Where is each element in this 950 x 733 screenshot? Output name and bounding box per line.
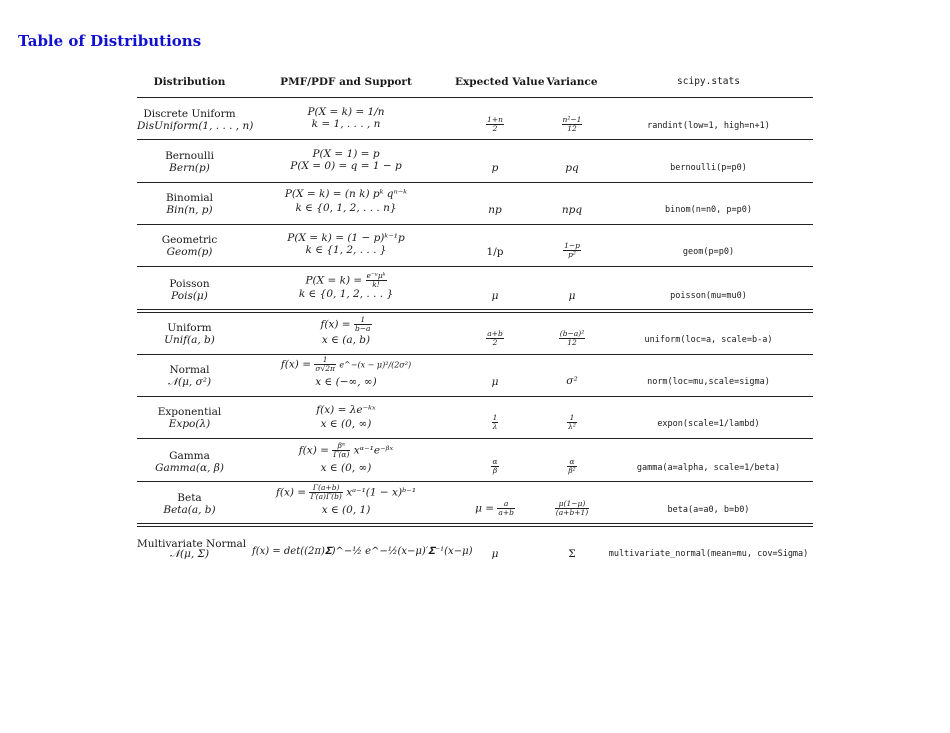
pmf-denominator: b−a <box>354 324 371 333</box>
table-row <box>0 190 950 232</box>
expected-value <box>455 116 535 133</box>
scipy-call: beta(a=a0, b=b0) <box>667 505 750 515</box>
dist-name: Beta <box>177 492 202 504</box>
dist-notation: DisUniform(1, . . . , n) <box>137 120 254 132</box>
variance <box>540 242 604 259</box>
var-numerator: 1 <box>567 414 577 423</box>
pmf-line1: P(X = k) = (n k) pᵏ qⁿ⁻ᵏ <box>284 188 408 200</box>
expected-value: μ <box>491 548 499 560</box>
pmf-numerator: βᵅ <box>332 442 350 451</box>
pmf-line2: P(X = 0) = q = 1 − p <box>290 160 402 172</box>
var-denominator: 12 <box>567 124 577 133</box>
table-row <box>0 404 950 446</box>
scipy-call: gamma(a=alpha, scale=1/beta) <box>636 463 781 473</box>
scipy-call: norm(loc=mu,scale=sigma) <box>647 377 770 387</box>
pmf-line1: f(x) = det((2π)𝚺)^−½ e^−½(x−μ)′𝚺⁻¹(x−μ) <box>252 546 473 557</box>
pmf-line2: x ∈ (−∞, ∞) <box>315 376 377 388</box>
pmf-suffix: xᵅ⁻¹e⁻ᵝˣ <box>353 444 394 457</box>
dist-name: Uniform <box>167 322 212 334</box>
dist-name: Geometric <box>161 234 218 246</box>
pmf-line1: P(X = k) = 1/n <box>307 106 385 118</box>
expected-value <box>455 500 535 517</box>
var-denominator: p² <box>568 250 576 259</box>
pmf-line1 <box>252 442 440 459</box>
pmf-prefix: f(x) = <box>280 358 312 371</box>
variance <box>540 116 604 133</box>
scipy-call: geom(p=p0) <box>682 247 735 257</box>
header-distribution: Distribution <box>153 76 226 88</box>
pmf-denominator: Γ(a)Γ(b) <box>310 492 342 501</box>
dist-name: Poisson <box>169 278 210 290</box>
header-rule <box>137 97 813 98</box>
dist-notation: Gamma(α, β) <box>155 462 224 474</box>
scipy-call: expon(scale=1/lambd) <box>657 419 760 429</box>
variance: Σ <box>568 548 576 560</box>
mean-numerator: 1+n <box>487 115 503 124</box>
dist-name: Multivariate Normal <box>137 538 247 550</box>
dist-notation: Bern(p) <box>169 162 210 174</box>
dist-name: Bernoulli <box>165 150 214 162</box>
table-row <box>0 536 950 578</box>
scipy-call: poisson(mu=mu0) <box>670 291 747 301</box>
dist-notation: Geom(p) <box>166 246 213 258</box>
table-row <box>0 106 950 148</box>
expected-value: 1/p <box>486 246 504 258</box>
mean-denominator: 2 <box>492 124 498 133</box>
dist-notation: 𝒩(μ, Σ) <box>169 548 210 560</box>
expected-value: μ <box>491 290 499 302</box>
var-denominator: 12 <box>567 338 577 347</box>
expected-value <box>455 330 535 347</box>
dist-notation: 𝒩(μ, σ²) <box>167 376 212 388</box>
header-expected: Expected Value <box>455 76 545 88</box>
table-row <box>0 441 950 488</box>
pmf-line1 <box>252 484 440 501</box>
table-row <box>0 271 950 316</box>
pmf-line2: x ∈ (0, ∞) <box>320 418 372 430</box>
pmf-prefix: P(X = k) = <box>305 274 363 287</box>
header-variance: Variance <box>546 76 598 88</box>
var-denominator: λ² <box>568 422 576 431</box>
scipy-call: bernoulli(p=p0) <box>670 163 747 173</box>
pmf-line2: x ∈ (0, 1) <box>321 504 371 516</box>
expected-value <box>455 458 535 475</box>
expected-value: np <box>488 204 502 216</box>
variance <box>540 458 604 475</box>
pmf-line1: P(X = 1) = p <box>312 148 380 160</box>
pmf-numerator: e⁻ᵘμᵏ <box>366 271 386 280</box>
pmf-suffix: xᵃ⁻¹(1 − x)ᵇ⁻¹ <box>346 486 417 499</box>
dist-notation: Expo(λ) <box>168 418 211 430</box>
pmf-denominator: Γ(α) <box>333 450 350 459</box>
var-denominator: (a+b+1) <box>555 508 589 517</box>
var-numerator: 1−p <box>564 241 580 250</box>
pmf-line2: k = 1, . . . , n <box>311 118 381 130</box>
expected-value: p <box>491 162 499 174</box>
pmf-prefix: f(x) = <box>298 444 329 457</box>
table-row <box>0 315 950 362</box>
pmf-numerator: 1 <box>314 356 336 365</box>
expected-value: μ <box>491 376 499 388</box>
scipy-call: binom(n=n0, p=p0) <box>665 205 752 215</box>
pmf-denominator: σ√2π <box>315 364 335 373</box>
mean-numerator: α <box>492 457 498 466</box>
variance: pq <box>565 162 579 174</box>
variance <box>540 414 604 431</box>
mean-numerator: a <box>497 500 515 509</box>
dist-name: Normal <box>169 364 210 376</box>
scipy-call: multivariate_normal(mean=mu, cov=Sigma) <box>608 549 809 559</box>
pmf-line2: k ∈ {0, 1, 2, . . . } <box>298 288 394 300</box>
dist-name: Exponential <box>157 406 222 418</box>
dist-notation: Unif(a, b) <box>164 334 215 346</box>
variance: σ² <box>566 375 578 387</box>
dist-name: Binomial <box>165 192 214 204</box>
pmf-line2: k ∈ {1, 2, . . . } <box>305 244 387 256</box>
expected-value <box>455 414 535 431</box>
pmf-numerator: 1 <box>354 316 372 325</box>
dist-notation: Pois(μ) <box>171 290 208 302</box>
mean-denominator: a+b <box>498 508 514 517</box>
pmf-line2: x ∈ (0, ∞) <box>320 462 372 474</box>
table-row <box>0 355 950 404</box>
dist-name: Discrete Uniform <box>143 108 236 120</box>
pmf-prefix: f(x) = <box>320 318 351 331</box>
mean-denominator: β <box>492 466 498 475</box>
pmf-suffix: e^−(x − μ)²/(2σ²) <box>339 360 412 370</box>
variance: μ <box>568 290 576 302</box>
pmf-line2: k ∈ {0, 1, 2, . . . n} <box>295 202 397 214</box>
table-row <box>0 148 950 190</box>
table-row <box>0 232 950 274</box>
dist-notation: Bin(n, p) <box>166 204 213 216</box>
var-numerator: α <box>567 458 576 467</box>
header-scipy: scipy.stats <box>677 76 740 87</box>
var-numerator: n²−1 <box>562 115 582 124</box>
pmf-line1: f(x) = λe⁻ᵏˣ <box>316 404 376 416</box>
mean-numerator: 1 <box>492 413 498 422</box>
pmf-line2: x ∈ (a, b) <box>321 334 371 346</box>
dist-name: Gamma <box>169 450 210 462</box>
pmf-line1 <box>252 316 440 333</box>
mean-prefix: μ = <box>475 502 495 515</box>
page-title: Table of Distributions <box>18 32 202 50</box>
header-pmf: PMF/PDF and Support <box>280 76 412 88</box>
mean-denominator: 2 <box>492 338 498 347</box>
variance <box>540 330 604 347</box>
mean-numerator: a+b <box>487 329 503 338</box>
pmf-numerator: Γ(a+b) <box>309 484 342 493</box>
var-numerator: (b−a)² <box>559 329 585 338</box>
var-denominator: β² <box>568 466 576 475</box>
var-numerator: μ(1−μ) <box>555 500 589 509</box>
pmf-line1 <box>252 272 440 289</box>
pmf-prefix: f(x) = <box>275 486 307 499</box>
variance <box>540 500 604 517</box>
scipy-call: uniform(loc=a, scale=b-a) <box>644 335 773 345</box>
pmf-line1 <box>252 356 440 373</box>
mean-denominator: λ <box>492 422 498 431</box>
variance: npq <box>561 204 583 216</box>
scipy-call: randint(low=1, high=n+1) <box>647 121 770 131</box>
pmf-denominator: k! <box>372 280 380 289</box>
dist-notation: Beta(a, b) <box>163 504 216 516</box>
pmf-line1: P(X = k) = (1 − p)ᵏ⁻¹p <box>287 232 405 244</box>
